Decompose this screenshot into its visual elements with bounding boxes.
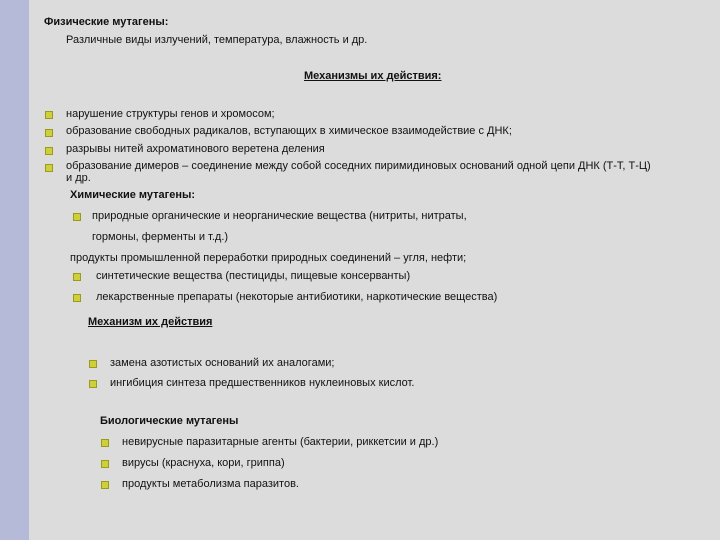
bullet-icon — [45, 111, 53, 119]
bullet-icon — [45, 147, 53, 155]
bullet-icon — [73, 294, 81, 302]
mechanism-item: образование димеров – соединение между собой соседних пиримидиновых оснований одной цепи ДНК (Т-Т, Т-Ц) — [66, 160, 651, 172]
chemical-heading: Химические мутагены: — [70, 189, 196, 201]
bullet-icon — [101, 481, 109, 489]
chemical-item: лекарственные препараты (некоторые антибиотики, наркотические вещества) — [96, 291, 498, 303]
chemical-mechanism-item: замена азотистых оснований их аналогами; — [110, 357, 335, 369]
mechanism-item: образование свободных радикалов, вступающих в химическое взаимодействие с ДНК; — [66, 125, 512, 137]
biological-item: продукты метаболизма паразитов. — [122, 478, 299, 490]
bullet-icon — [89, 360, 97, 368]
chemical-item: природные органические и неорганические вещества (нитриты, нитраты, — [92, 210, 467, 222]
biological-item: невирусные паразитарные агенты (бактерии, риккетсии и др.) — [122, 436, 439, 448]
chemical-mechanism-item: ингибиция синтеза предшественников нуклеиновых кислот. — [110, 377, 415, 389]
biological-item: вирусы (краснуха, кори, гриппа) — [122, 457, 285, 469]
bullet-icon — [45, 129, 53, 137]
chemical-mechanism-heading: Механизм их действия — [88, 316, 213, 328]
bullet-icon — [45, 164, 53, 172]
biological-heading: Биологические мутагены — [100, 415, 239, 427]
mechanisms-heading: Механизмы их действия: — [304, 70, 442, 82]
mechanism-item: нарушение структуры генов и хромосом; — [66, 108, 275, 120]
mechanism-item: разрывы нитей ахроматинового веретена деления — [66, 143, 325, 155]
physical-description: Различные виды излучений, температура, влажность и др. — [66, 34, 368, 46]
bullet-icon — [101, 439, 109, 447]
bullet-icon — [101, 460, 109, 468]
bullet-icon — [89, 380, 97, 388]
chemical-item: синтетические вещества (пестициды, пищевые консерванты) — [96, 270, 411, 282]
chemical-item-continuation: гормоны, ферменты и т.д.) — [92, 231, 229, 243]
bullet-icon — [73, 273, 81, 281]
mechanism-item-continuation: и др. — [66, 172, 91, 184]
industrial-products: продукты промышленной переработки природных соединений – угля, нефти; — [70, 252, 467, 264]
bullet-icon — [73, 213, 81, 221]
physical-heading: Физические мутагены: — [44, 16, 169, 28]
